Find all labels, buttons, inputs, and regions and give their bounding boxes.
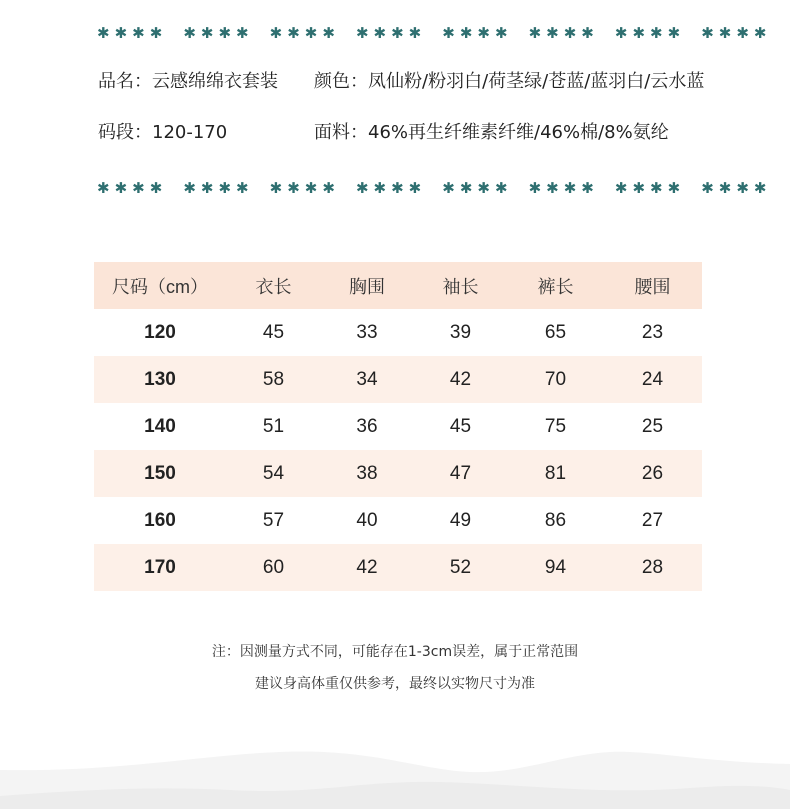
star-icon: ✱	[650, 179, 663, 197]
table-row	[94, 450, 702, 497]
star-group	[270, 23, 335, 43]
size-chart-table	[94, 262, 702, 591]
star-icon: ✱	[218, 179, 232, 197]
star-icon: ✱	[269, 24, 283, 42]
header-sleeve: 袖长	[413, 262, 508, 309]
cell-size: 120	[144, 321, 176, 343]
note-measurement-error: 注：因测量方式不同，可能存在1-3cm误差，属于正常范围	[211, 644, 579, 660]
bottom-star-divider	[97, 178, 767, 198]
star-icon: ✱	[667, 24, 681, 42]
cell-pants-length: 70	[508, 356, 603, 403]
star-group	[529, 23, 594, 43]
star-group	[97, 23, 162, 43]
star-icon: ✱	[736, 24, 749, 42]
size-chart-header-row	[94, 262, 702, 309]
cell-waist: 24	[603, 356, 702, 403]
star-icon: ✱	[114, 24, 128, 42]
decorative-waves	[0, 700, 790, 809]
cell-size: 160	[144, 509, 176, 531]
table-row	[94, 309, 702, 356]
star-icon: ✱	[528, 24, 542, 42]
table-row	[94, 497, 702, 544]
star-group	[183, 178, 248, 198]
star-icon: ✱	[718, 179, 732, 197]
star-icon: ✱	[477, 179, 490, 197]
cell-chest: 34	[321, 356, 413, 403]
cell-sleeve: 45	[449, 415, 472, 437]
star-icon: ✱	[408, 179, 422, 197]
cell-top-length: 57	[262, 509, 285, 531]
star-icon: ✱	[355, 179, 369, 197]
header-size: 尺码（cm）	[94, 262, 226, 309]
cell-size: 170	[94, 544, 226, 591]
star-group	[270, 178, 335, 198]
product-colors: 颜色：凤仙粉/粉羽白/荷茎绿/苍蓝/蓝羽白/云水蓝	[314, 71, 705, 92]
table-row	[94, 544, 702, 591]
cell-sleeve: 52	[413, 544, 508, 591]
star-icon: ✱	[236, 179, 249, 197]
star-icon: ✱	[614, 24, 628, 42]
star-icon: ✱	[355, 24, 369, 42]
star-group	[442, 178, 507, 198]
cell-top-length: 58	[226, 356, 321, 403]
star-icon: ✱	[200, 24, 214, 42]
star-icon: ✱	[528, 179, 542, 197]
star-icon: ✱	[581, 24, 594, 42]
cell-size: 150	[94, 450, 226, 497]
star-icon: ✱	[546, 179, 559, 197]
table-row	[94, 403, 702, 450]
cell-sleeve: 39	[449, 321, 472, 343]
star-group	[183, 23, 248, 43]
cell-top-length: 45	[262, 321, 285, 343]
cell-top-length: 51	[262, 415, 285, 437]
star-icon: ✱	[753, 179, 767, 197]
header-chest: 胸围	[321, 262, 413, 309]
star-icon: ✱	[494, 179, 508, 197]
star-icon: ✱	[373, 24, 387, 42]
star-icon: ✱	[97, 179, 110, 197]
fabric-composition: 面料：46%再生纤维素纤维/46%棉/8%氨纶	[314, 122, 669, 143]
star-icon: ✱	[132, 179, 145, 197]
cell-top-length: 60	[226, 544, 321, 591]
star-icon: ✱	[287, 179, 300, 197]
star-icon: ✱	[563, 24, 577, 42]
table-row	[94, 356, 702, 403]
product-name: 品名：云感绵绵衣套装	[98, 71, 278, 92]
star-icon: ✱	[322, 24, 335, 42]
star-icon: ✱	[391, 24, 404, 42]
cell-waist: 27	[641, 509, 664, 531]
star-icon: ✱	[236, 24, 249, 42]
star-icon: ✱	[304, 24, 318, 42]
star-icon: ✱	[269, 179, 283, 197]
star-group	[356, 178, 421, 198]
cell-pants-length: 65	[544, 321, 567, 343]
star-icon: ✱	[200, 179, 214, 197]
star-icon: ✱	[114, 179, 128, 197]
star-icon: ✱	[459, 24, 473, 42]
header-waist: 腰围	[603, 262, 702, 309]
cell-chest: 42	[321, 544, 413, 591]
cell-chest: 40	[356, 509, 378, 531]
star-group	[701, 23, 766, 43]
star-icon: ✱	[373, 179, 387, 197]
cell-waist: 26	[603, 450, 702, 497]
cell-pants-length: 75	[544, 415, 567, 437]
cell-sleeve: 49	[449, 509, 472, 531]
size-range: 码段：120-170	[98, 122, 228, 143]
header-top-length: 衣长	[226, 262, 321, 309]
cell-chest: 36	[356, 415, 378, 437]
star-icon: ✱	[218, 24, 232, 42]
star-group	[701, 178, 766, 198]
top-star-divider	[97, 23, 767, 43]
star-group	[356, 23, 421, 43]
star-icon: ✱	[287, 24, 300, 42]
star-icon: ✱	[183, 24, 196, 42]
cell-top-length: 54	[226, 450, 321, 497]
star-icon: ✱	[149, 179, 163, 197]
star-group	[529, 178, 594, 198]
star-icon: ✱	[753, 24, 767, 42]
star-icon: ✱	[304, 179, 318, 197]
star-group	[615, 23, 680, 43]
star-icon: ✱	[442, 24, 455, 42]
cell-waist: 23	[641, 321, 664, 343]
star-group	[97, 178, 162, 198]
star-icon: ✱	[494, 24, 508, 42]
note-reference-only: 建议身高体重仅供参考，最终以实物尺寸为准	[255, 676, 535, 692]
cell-chest: 38	[321, 450, 413, 497]
cell-pants-length: 86	[544, 509, 567, 531]
star-icon: ✱	[477, 24, 490, 42]
star-icon: ✱	[442, 179, 455, 197]
cell-sleeve: 42	[413, 356, 508, 403]
star-icon: ✱	[391, 179, 404, 197]
cell-waist: 25	[641, 415, 664, 437]
star-icon: ✱	[408, 24, 422, 42]
star-icon: ✱	[459, 179, 473, 197]
cell-waist: 28	[603, 544, 702, 591]
star-icon: ✱	[632, 24, 646, 42]
header-pants-length: 裤长	[508, 262, 603, 309]
star-icon: ✱	[322, 179, 335, 197]
cell-pants-length: 81	[508, 450, 603, 497]
star-icon: ✱	[701, 24, 714, 42]
star-icon: ✱	[632, 179, 646, 197]
star-icon: ✱	[563, 179, 577, 197]
cell-pants-length: 94	[508, 544, 603, 591]
star-icon: ✱	[183, 179, 196, 197]
cell-sleeve: 47	[413, 450, 508, 497]
star-icon: ✱	[546, 24, 559, 42]
cell-size: 140	[144, 415, 176, 437]
star-icon: ✱	[718, 24, 732, 42]
star-icon: ✱	[701, 179, 714, 197]
star-icon: ✱	[132, 24, 145, 42]
star-icon: ✱	[614, 179, 628, 197]
star-icon: ✱	[667, 179, 681, 197]
star-icon: ✱	[581, 179, 594, 197]
star-icon: ✱	[97, 24, 110, 42]
star-icon: ✱	[149, 24, 163, 42]
star-group	[615, 178, 680, 198]
star-icon: ✱	[650, 24, 663, 42]
cell-chest: 33	[356, 321, 378, 343]
star-group	[442, 23, 507, 43]
cell-size: 130	[94, 356, 226, 403]
star-icon: ✱	[736, 179, 749, 197]
